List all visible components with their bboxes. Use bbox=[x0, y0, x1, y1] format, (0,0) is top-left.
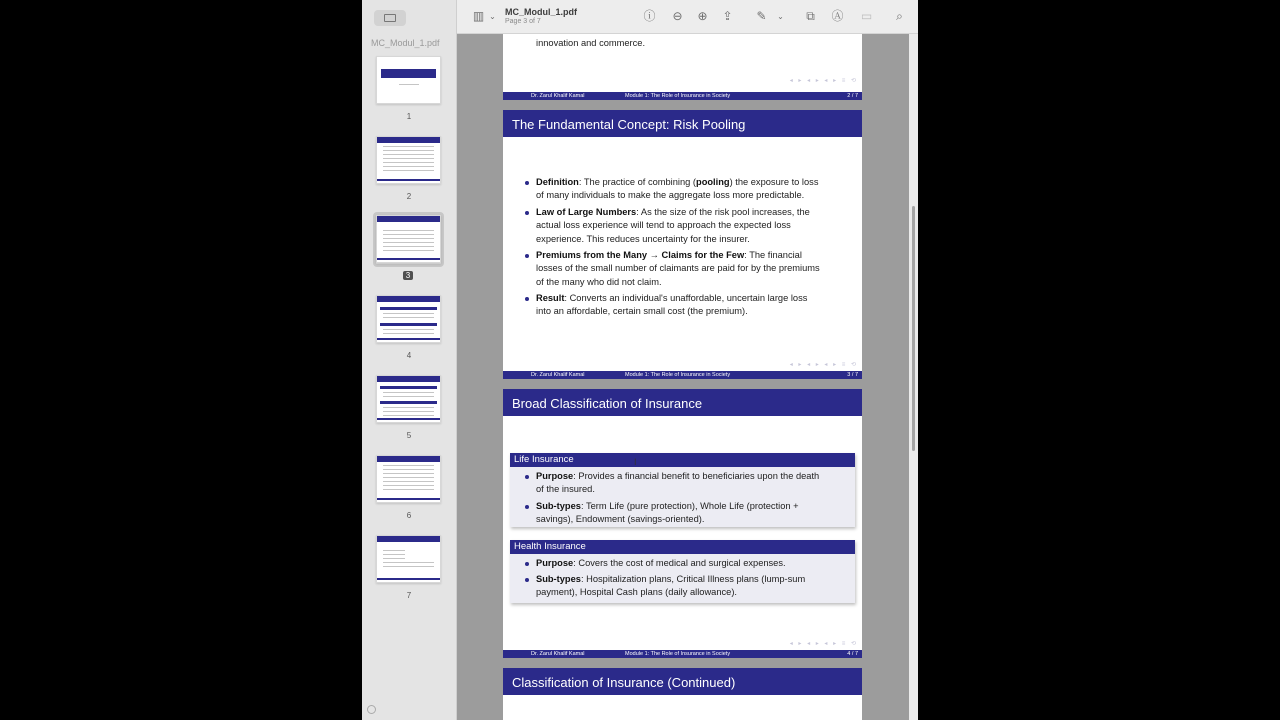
thumbnail-number: 6 bbox=[406, 511, 412, 520]
form-icon: ▭ bbox=[860, 9, 873, 23]
bullet-text: Sub-types: Term Life (pure protection), Whole Life (protection + savings), Endowment (savings-oriented). bbox=[536, 501, 799, 525]
vertical-scrollbar[interactable] bbox=[909, 34, 918, 720]
preview-window bbox=[362, 0, 918, 720]
footer-module: Module 1: The Role of Insurance in Society bbox=[625, 372, 731, 378]
thumbnail-number: 2 bbox=[406, 192, 412, 201]
markup-pen-icon[interactable]: ✎ bbox=[756, 9, 767, 23]
thumbnail-sidebar bbox=[362, 0, 457, 720]
footer-page-number: 4 / 7 bbox=[847, 651, 858, 657]
bullet bbox=[525, 475, 529, 479]
slide-page-3 bbox=[503, 110, 862, 379]
thumbnail-number-selected: 3 bbox=[403, 271, 413, 280]
page-thumbnail-6[interactable] bbox=[376, 455, 441, 503]
mouse-cursor-icon: I bbox=[634, 457, 637, 467]
bullet bbox=[525, 505, 529, 509]
chevron-down-icon[interactable]: ⌄ bbox=[489, 12, 496, 21]
thumbnail-number: 5 bbox=[406, 431, 412, 440]
page-thumbnail-7[interactable] bbox=[376, 535, 441, 583]
document-title: MC_Modul_1.pdf bbox=[505, 7, 577, 17]
block-header bbox=[510, 540, 855, 554]
zoom-in-icon[interactable]: ⊕ bbox=[697, 9, 708, 23]
bullet bbox=[525, 297, 529, 301]
slide-footer bbox=[503, 371, 862, 379]
bullet-text: Sub-types: Hospitalization plans, Critical Illness plans (lump-sum payment), Hospital Cash plans (daily allowance). bbox=[536, 574, 806, 598]
bullet-text: Purpose: Covers the cost of medical and surgical expenses. bbox=[536, 558, 786, 568]
bullet bbox=[525, 254, 529, 258]
slide-text: innovation and commerce. bbox=[536, 38, 646, 48]
slide-page-5 bbox=[503, 668, 862, 720]
search-icon[interactable]: ⌕ bbox=[896, 9, 903, 23]
chevron-down-icon[interactable]: ⌄ bbox=[777, 12, 784, 21]
share-icon[interactable]: ⇪ bbox=[722, 9, 733, 23]
bullet bbox=[525, 562, 529, 566]
thumbnail-number: 4 bbox=[406, 351, 412, 360]
info-icon[interactable]: ⓘ bbox=[643, 9, 656, 23]
health-insurance-block bbox=[510, 540, 855, 603]
slide-title: Classification of Insurance (Continued) bbox=[512, 675, 736, 690]
sidebar-file-name: MC_Modul_1.pdf bbox=[371, 38, 440, 48]
footer-module: Module 1: The Role of Insurance in Society bbox=[625, 93, 731, 99]
bullet bbox=[525, 181, 529, 185]
sidebar-view-icon[interactable]: ▥ bbox=[472, 9, 485, 23]
page-thumbnail-5[interactable] bbox=[376, 375, 441, 423]
bullet bbox=[525, 578, 529, 582]
block-title: Health Insurance bbox=[514, 541, 586, 552]
sidebar-icon bbox=[384, 14, 396, 22]
beamer-nav-symbols: ◂ ▸ ◂ ▸ ◂ ▸ ≡ ⟲ bbox=[789, 78, 858, 84]
scrollbar-thumb[interactable] bbox=[912, 206, 915, 451]
footer-author: Dr. Zarul Khalif Kamal bbox=[531, 93, 585, 99]
slide-page-2 bbox=[503, 34, 862, 100]
block-header bbox=[510, 453, 855, 467]
slide-title: The Fundamental Concept: Risk Pooling bbox=[512, 117, 746, 132]
document-view[interactable] bbox=[457, 34, 909, 720]
bullet-text: Purpose: Provides a financial benefit to beneficiaries upon the death of the insured. bbox=[536, 471, 820, 495]
page-thumbnail-3[interactable] bbox=[376, 215, 441, 263]
footer-author: Dr. Zarul Khalif Kamal bbox=[531, 651, 585, 657]
toolbar bbox=[457, 0, 918, 34]
slide-page-4 bbox=[503, 389, 862, 658]
slide-title: Broad Classification of Insurance bbox=[512, 396, 703, 411]
footer-page-number: 2 / 7 bbox=[847, 93, 858, 99]
sidebar-toggle-button[interactable] bbox=[374, 10, 406, 26]
slide-title-bar bbox=[503, 110, 862, 137]
zoom-out-icon[interactable]: ⊖ bbox=[672, 9, 683, 23]
bullet-text: Law of Large Numbers: As the size of the risk pool increases, the actual loss experience will tend to approach the expected loss experience. This reduces uncertainty for the insurer. bbox=[536, 207, 810, 244]
slide-title-bar bbox=[503, 389, 862, 416]
life-insurance-block bbox=[510, 453, 855, 527]
bullet bbox=[525, 211, 529, 215]
add-icon[interactable] bbox=[367, 705, 376, 714]
block-title: Life Insurance bbox=[514, 454, 574, 465]
footer-page-number: 3 / 7 bbox=[847, 372, 858, 378]
slide-title-bar bbox=[503, 668, 862, 695]
thumbnail-number: 1 bbox=[406, 112, 412, 121]
footer-author: Dr. Zarul Khalif Kamal bbox=[531, 372, 585, 378]
beamer-nav-symbols: ◂ ▸ ◂ ▸ ◂ ▸ ≡ ⟲ bbox=[789, 641, 858, 647]
slide-footer bbox=[503, 650, 862, 658]
page-thumbnail-2[interactable] bbox=[376, 136, 441, 184]
rotate-icon[interactable]: ⧉ bbox=[806, 9, 815, 23]
bullet-text: Result: Converts an individual's unaffordable, uncertain large loss into an affordable, certain small cost (the premium). bbox=[536, 293, 808, 317]
bullet-text: Definition: The practice of combining (pooling) the exposure to loss of many individuals to make the aggregate loss more predictable. bbox=[536, 177, 819, 201]
page-thumbnail-1[interactable] bbox=[376, 56, 441, 104]
bullet-text: Premiums from the Many → Claims for the Few: The financial losses of the small number of claimants are paid for by the premiums of the many who did not claim. bbox=[536, 250, 820, 287]
thumbnail-number: 7 bbox=[406, 591, 412, 600]
slide-footer bbox=[503, 92, 862, 100]
page-indicator: Page 3 of 7 bbox=[505, 18, 541, 25]
annotate-icon[interactable]: Ⓐ bbox=[831, 9, 844, 23]
beamer-nav-symbols: ◂ ▸ ◂ ▸ ◂ ▸ ≡ ⟲ bbox=[789, 362, 858, 368]
page-thumbnail-4[interactable] bbox=[376, 295, 441, 343]
footer-module: Module 1: The Role of Insurance in Society bbox=[625, 651, 731, 657]
